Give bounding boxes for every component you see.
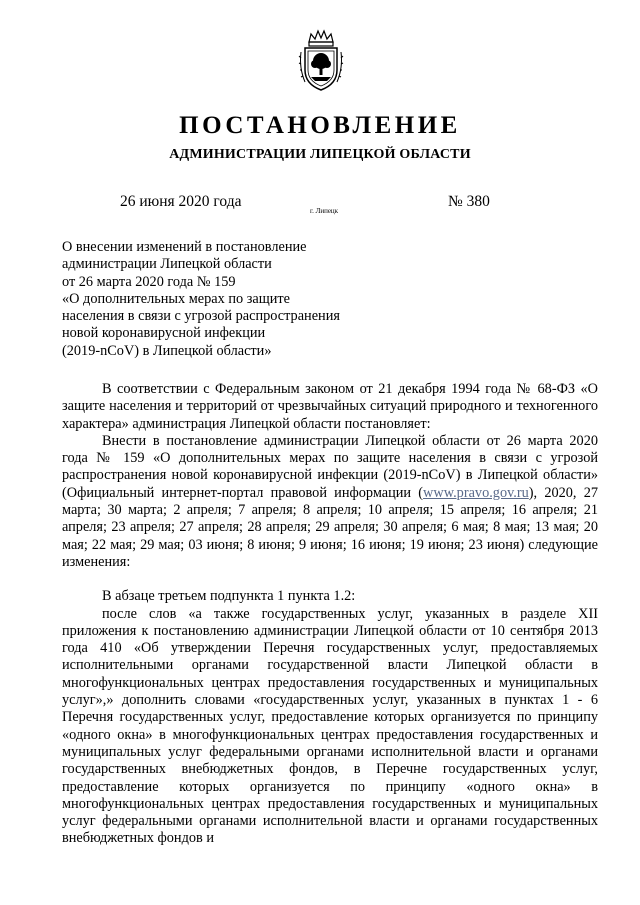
document-city: г. Липецк xyxy=(310,207,339,215)
amendment-text-end: ), 2020, 27 марта; 30 марта; 2 апреля; 7 апреля; 8 апреля; 10 апреля; 15 апреля; 16 апреля; 21 апреля; 23 апреля; 27 апреля; 28 апреля; 29 апреля; 30 апреля; 6 мая; 8 мая; 13 мая; 20 мая; 22 мая; 29 мая; 03 июня; 8 июня; 9 июня; 16 июня; 19 июня; 23 июня) следующие изменения: xyxy=(62,484,599,570)
pravo-gov-link[interactable]: www.pravo.gov.ru xyxy=(423,484,529,501)
document-heading xyxy=(62,239,362,360)
body-paragraph-amendment xyxy=(62,433,598,571)
lipetsk-coat-of-arms-icon xyxy=(297,28,345,94)
heading-line: населения в связи с угрозой распространения xyxy=(62,308,340,325)
document-title: ПОСТАНОВЛЕНИЕ xyxy=(179,112,461,139)
heading-line: «О дополнительных мерах по защите xyxy=(62,290,290,307)
document-number: № 380 xyxy=(448,193,490,210)
heading-line: О внесении изменений в постановление xyxy=(62,239,307,255)
heading-line: новой коронавирусной инфекции xyxy=(62,325,266,342)
document-body xyxy=(62,381,598,848)
amendment-text-start: Внести в постановление администрации Липецкой области от 26 марта 2020 года № 159 «О дополнительных мерах по защите населения в связи с угрозой распространения новой коронавирусной инфекции (2019-nCoV) в Липецкой области» (Официальный интернет-портал правовой информации ( xyxy=(62,432,598,501)
document-subtitle: АДМИНИСТРАЦИИ ЛИПЕЦКОЙ ОБЛАСТИ xyxy=(169,147,471,162)
paragraph-spacer xyxy=(62,571,598,588)
document-date: 26 июня 2020 года xyxy=(120,193,242,210)
heading-line: администрации Липецкой области xyxy=(62,256,272,273)
body-paragraph-change: после слов «а также государственных услуг, указанных в разделе XII приложения к постановлению администрации Липецкой области от 10 сентября 2013 года 410 «Об утверждении Перечня государственных услуг, предоставляемых исполнительными органами государственной власти Липецкой области в многофункциональных центрах предоставления государственных и муниципальных услуг»,» дополнить словами «государственных услуг, указанных в пунктах 1 - 6 Перечня государственных услуг, предоставление которых организуется по принципу «одного окна» в многофункциональных центрах предоставления государственных и муниципальных услуг федеральными органами исполнительной власти и органами государственных внебюджетных фондов, в Перечне государственных услуг, предоставление которых организуется по принципу «одного окна» в многофункциональных центрах предоставления государственных и муниципальных услуг федеральными органами исполнительной власти и органами государственных внебюджетных фондов и xyxy=(62,605,598,847)
heading-line: (2019-nCoV) в Липецкой области» xyxy=(62,342,272,359)
body-paragraph-clause: В абзаце третьем подпункта 1 пункта 1.2: xyxy=(102,588,356,605)
heading-line: от 26 марта 2020 года № 159 xyxy=(62,273,236,290)
body-paragraph-preamble: В соответствии с Федеральным законом от 21 декабря 1994 года № 68-ФЗ «О защите населения и территорий от чрезвычайных ситуаций природного и техногенного характера» администрация Липецкой области постановляет: xyxy=(62,381,598,432)
